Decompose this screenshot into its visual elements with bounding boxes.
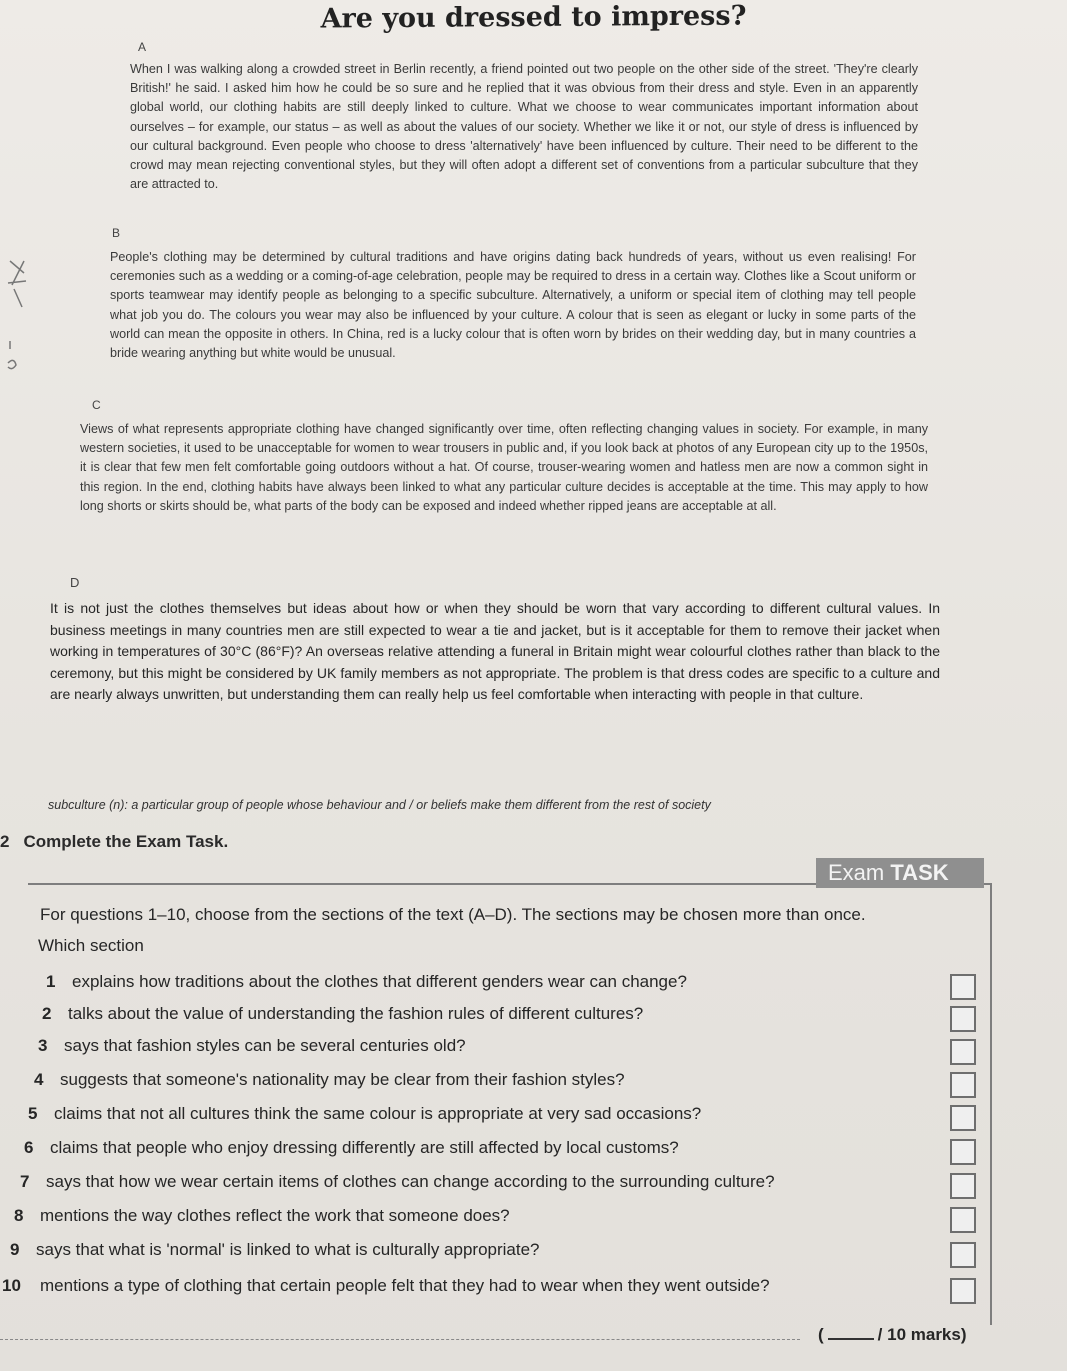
answer-box-10[interactable] (950, 1278, 976, 1304)
question-text: mentions the way clothes reflect the work that someone does? (40, 1206, 510, 1225)
which-section-label: Which section (38, 936, 144, 955)
question-text: claims that people who enjoy dressing differently are still affected by local customs? (50, 1138, 679, 1157)
answer-box-2[interactable] (950, 1006, 976, 1032)
section-b-letter: B (112, 226, 121, 240)
task-heading-text: Complete the Exam Task. (23, 832, 229, 851)
exam-task-badge (816, 858, 984, 888)
question-number: 6 (24, 1138, 34, 1157)
question-number: 10 (2, 1276, 21, 1295)
margin-pen-mark-2 (4, 335, 30, 375)
answer-box-3[interactable] (950, 1039, 976, 1065)
question-5 (28, 1104, 701, 1124)
section-d-text: It is not just the clothes themselves but ideas about how or when they should be worn that vary according to different cultural values. In business meetings in many countries men are still expected to wear a tie and jacket, but is it acceptable for them to remove their jacket when working in temperatures of 30°C (86°F)? An overseas relative attending a funeral in Britain might wear colourful clothes rather than black to the ceremony, but this might be considered by UK family members as not appropriate. The problem is that dress codes are specific to a culture and are nearly always unwritten, but understanding them can really help us feel comfortable when interacting with people in that culture. (50, 600, 940, 703)
question-number: 8 (14, 1206, 24, 1225)
question-text: talks about the value of understanding the fashion rules of different cultures? (68, 1004, 644, 1023)
question-7 (20, 1172, 775, 1192)
question-3 (38, 1036, 466, 1056)
question-number: 4 (34, 1070, 44, 1089)
answer-box-5[interactable] (950, 1105, 976, 1131)
question-number: 5 (28, 1104, 38, 1123)
answer-box-1[interactable] (950, 974, 976, 1000)
question-8 (14, 1206, 510, 1226)
task-heading (0, 832, 228, 852)
question-number: 7 (20, 1172, 30, 1191)
question-text: explains how traditions about the clothes that different genders wear can change? (72, 972, 687, 991)
section-d (50, 598, 940, 706)
question-text: claims that not all cultures think the same colour is appropriate at very sad occasions? (54, 1104, 702, 1123)
section-c (80, 420, 928, 516)
answer-box-4[interactable] (950, 1072, 976, 1098)
margin-pen-mark (4, 255, 30, 315)
section-a (130, 60, 918, 194)
answer-box-7[interactable] (950, 1173, 976, 1199)
question-1 (46, 972, 687, 992)
task-instruction: For questions 1–10, choose from the sections of the text (A–D). The sections may be chosen more than once. (40, 905, 866, 924)
section-a-text: When I was walking along a crowded street in Berlin recently, a friend pointed out two people on the other side of the street. 'They're clearly British!' he said. I asked him how he could be so sure and he replied that it was obvious from their dress and style. Even in an apparently global world, our clothing habits are still deeply linked to culture. What we choose to wear communicates important information about ourselves – for example, our status – as well as about the values of our society. Whether we like it or not, our style of dress is influenced by our cultural background. Even people who choose to dress 'alternatively' have been influenced by culture. Their need to be different to the crowd may mean rejecting conventional styles, but they will often adopt a different set of conventions from a particular subculture that they are attracted to. (130, 62, 918, 192)
section-b-text: People's clothing may be determined by cultural traditions and have origins dating back hundreds of years, without us even realising! For ceremonies such as a wedding or a coming-of-age celebration, people may be required to dress in a certain way. Clothes like a Scout uniform or sports teamwear may identify people as belonging to a specific subculture. Alternatively, a uniform or special item of clothing may tell people what job you do. The colours you wear may also be influenced by your culture. A colour that is seen as elegant or lucky in some parts of the world can mean the opposite in others. In China, red is a lucky colour that is often worn by brides on their wedding day, but in many countries a bride wearing anything but white would be unusual. (110, 250, 916, 361)
section-a-letter: A (138, 40, 147, 54)
question-2 (42, 1004, 643, 1024)
question-number: 1 (46, 972, 56, 991)
bottom-divider (0, 1339, 800, 1340)
section-c-letter: C (92, 398, 101, 412)
section-d-letter: D (70, 575, 80, 590)
question-number: 3 (38, 1036, 48, 1055)
answer-box-9[interactable] (950, 1242, 976, 1268)
marks-blank[interactable] (828, 1338, 874, 1340)
question-text: says that what is 'normal' is linked to what is culturally appropriate? (36, 1240, 540, 1259)
exam-task-badge-strong: TASK (890, 860, 949, 885)
task-number: 2 (0, 832, 10, 851)
question-number: 9 (10, 1240, 20, 1259)
question-text: suggests that someone's nationality may be clear from their fashion styles? (60, 1070, 625, 1089)
glossary-note: subculture (n): a particular group of people whose behaviour and / or beliefs make them different from the rest of society (48, 798, 711, 812)
question-9 (10, 1240, 540, 1260)
question-number: 2 (42, 1004, 52, 1023)
marks-open: ( (818, 1325, 824, 1344)
answer-box-6[interactable] (950, 1139, 976, 1165)
exam-task-badge-word: Exam (828, 860, 885, 885)
question-4 (34, 1070, 625, 1090)
answer-box-8[interactable] (950, 1207, 976, 1233)
marks-tally (818, 1325, 967, 1345)
question-text: says that how we wear certain items of clothes can change according to the surrounding culture? (46, 1172, 775, 1191)
question-text: says that fashion styles can be several centuries old? (64, 1036, 466, 1055)
question-6 (24, 1138, 679, 1158)
question-text: mentions a type of clothing that certain people felt that they had to wear when they went outside? (40, 1276, 770, 1295)
page-title: Are you dressed to impress? (320, 0, 747, 35)
section-c-text: Views of what represents appropriate clothing have changed significantly over time, often reflecting changing values in society. For example, in many western societies, it used to be unacceptable for women to wear trousers in public and, if you look back at photos of any European city up to the 1950s, it is clear that few men felt comfortable going outdoors without a hat. Of course, trouser-wearing women and hatless men are now a common sight in this region. In the end, clothing habits have always been linked to what any particular culture decides is acceptable at the time. This may apply to how long shorts or skirts should be, what parts of the body can be exposed and indeed whether ripped jeans are acceptable at all. (80, 422, 928, 513)
section-b (110, 248, 916, 363)
question-10 (2, 1276, 770, 1296)
marks-total: / 10 marks) (877, 1325, 967, 1344)
